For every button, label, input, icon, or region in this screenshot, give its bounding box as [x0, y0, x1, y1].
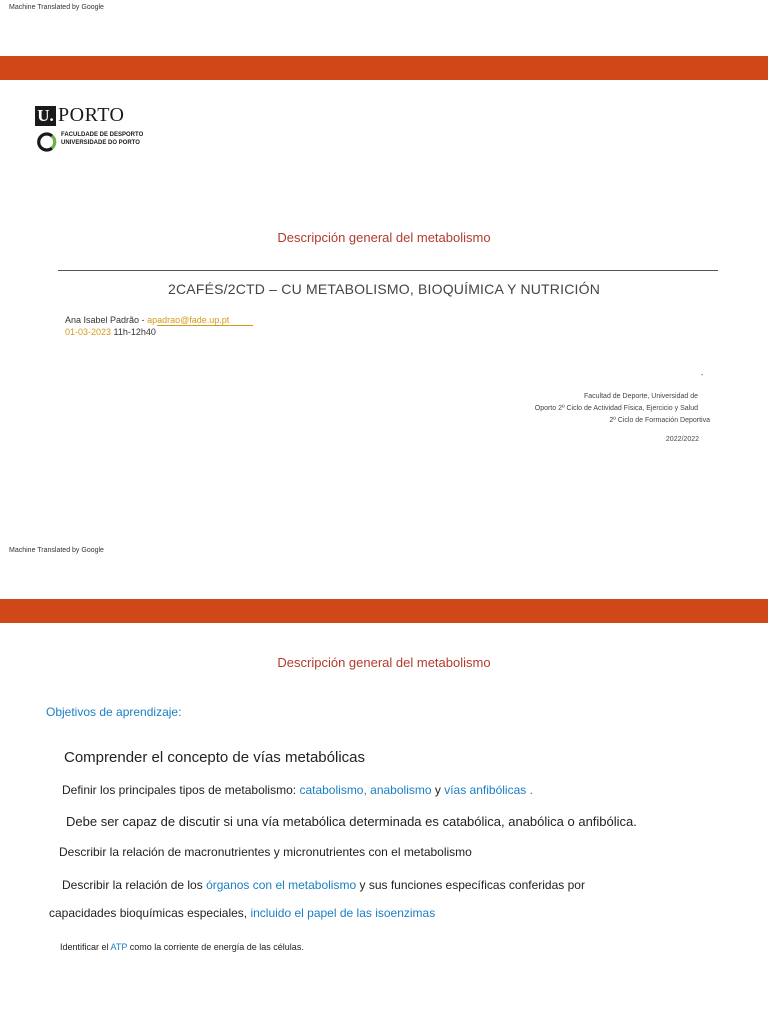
item-text: como la corriente de energía de las células. [127, 942, 304, 952]
page-title: Descripción general del metabolismo [277, 230, 491, 245]
academic-year: 2022/2022 [665, 436, 699, 443]
objective-item: Describir la relación de macronutrientes y micronutrientes con el metabolismo [59, 845, 472, 859]
institution-line: 2º Ciclo de Formación Deportiva [609, 417, 710, 424]
title-divider [58, 270, 718, 271]
logo-u-block: U. [35, 106, 56, 126]
institution-line: Facultad de Deporte, Universidad de [583, 393, 698, 400]
institution-line: Oporto 2º Ciclo de Actividad Física, Ejercicio y Salud [534, 405, 698, 412]
highlight-isoenzymes: incluido el papel de las isoenzimas [250, 906, 436, 920]
machine-translated-label: Machine Translated by Google [9, 4, 104, 11]
objectives-heading: Objetivos de aprendizaje: [46, 705, 182, 719]
item-text: Identificar el [60, 942, 111, 952]
logo-faculty-line1: FACULDADE DE DESPORTO [61, 132, 144, 138]
author-email-link[interactable]: apadrao@fade.up.pt [147, 315, 230, 325]
course-title: 2CAFÉS/2CTD – CU METABOLISMO, BIOQUÍMICA Y NUTRICIÓN [167, 281, 601, 297]
accent-bar [0, 599, 768, 623]
time-text: 11h-12h40 [111, 327, 156, 337]
objective-item: Debe ser capaz de discutir si una vía metabólica determinada es catabólica, anabólica o anfibólica. [66, 814, 637, 829]
author-name: Ana Isabel Padrão - [65, 315, 148, 325]
logo-faculty-text [61, 131, 143, 147]
objective-item [62, 783, 533, 797]
objective-item: Comprender el concepto de vías metabólicas [64, 749, 365, 766]
item-text: y sus funciones específicas conferidas por [356, 878, 585, 892]
objective-item [62, 878, 585, 892]
institution-block [410, 391, 710, 427]
item-text: y [431, 783, 445, 797]
machine-translated-label: Machine Translated by Google [9, 547, 104, 554]
date-text: 01-03-2023 [65, 327, 112, 337]
author-line [65, 315, 229, 325]
fade-logo-icon [35, 131, 57, 153]
date-line [65, 327, 156, 337]
logo-porto-text: PORTO [58, 104, 125, 126]
email-underline [157, 325, 253, 326]
item-text: Definir los principales tipos de metabolismo: [62, 783, 300, 797]
accent-bar [0, 56, 768, 80]
item-text: Describir la relación de los [62, 878, 207, 892]
dot-mark: - [701, 372, 704, 379]
item-text: capacidades bioquímicas especiales, [49, 906, 251, 920]
highlight-amphibolic: vías anfibólicas . [444, 783, 533, 797]
page-title: Descripción general del metabolismo [277, 655, 491, 670]
objective-item [60, 942, 304, 952]
highlight-atp: ATP [110, 942, 128, 952]
logo-faculty-line2: UNIVERSIDADE DO PORTO [61, 140, 140, 146]
highlight-catabolism-anabolism: catabolismo, anabolismo [299, 783, 432, 797]
highlight-organs: órganos con el metabolismo [206, 878, 357, 892]
objective-item-continued [49, 906, 435, 920]
